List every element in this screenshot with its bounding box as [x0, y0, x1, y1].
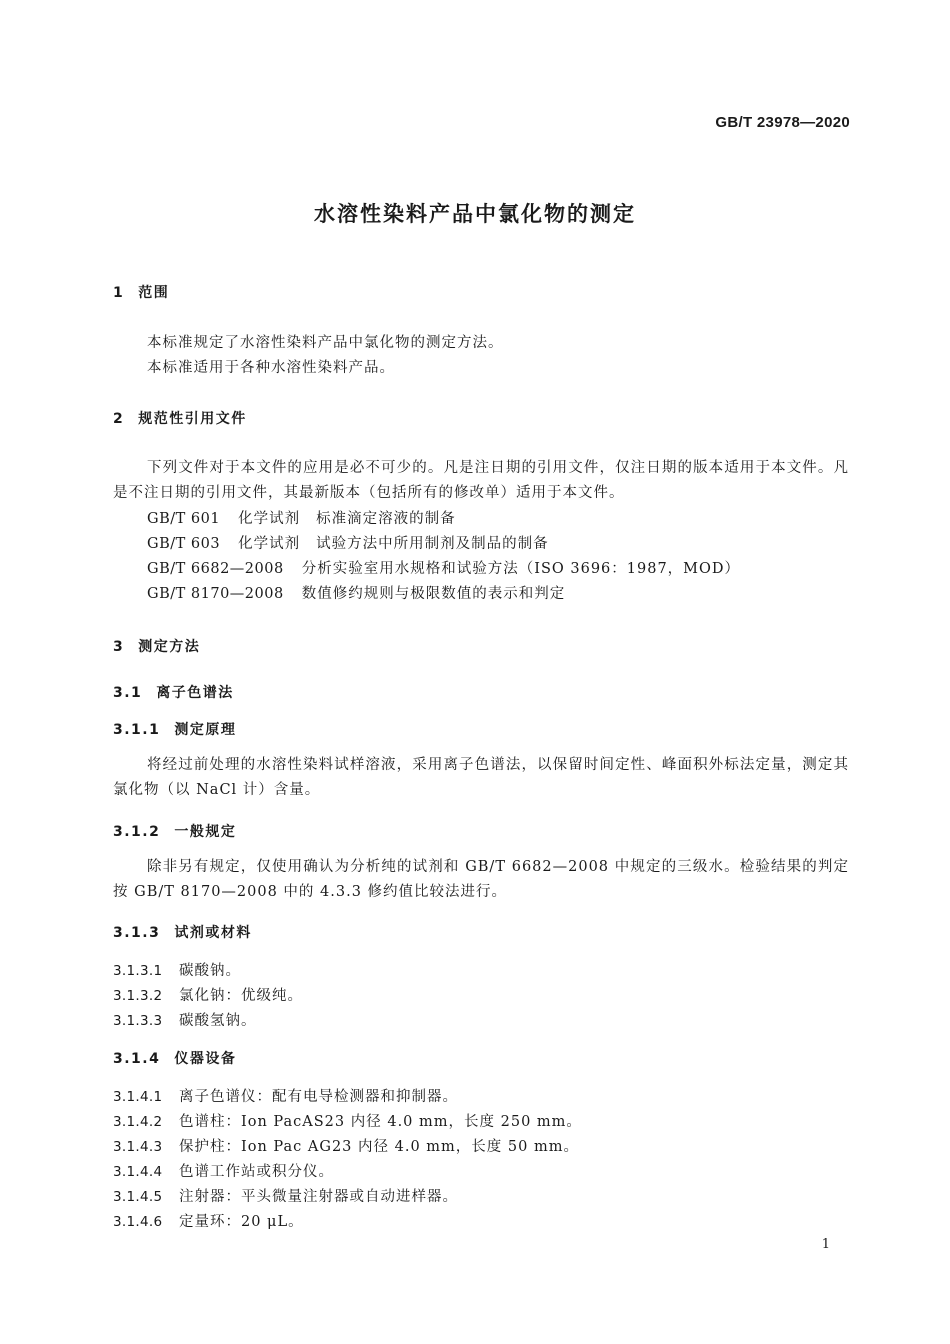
principle-text: 将经过前处理的水溶性染料试样溶液，采用离子色谱法，以保留时间定性、峰面积外标法定量，测定其氯化物（以 NaCl 计）含量。 [113, 757, 849, 798]
section-title: 范围 [138, 285, 170, 301]
section-title: 测定方法 [138, 639, 201, 655]
section-title: 规范性引用文件 [138, 411, 247, 427]
item-number: 3.1.3.1 [113, 963, 163, 979]
item-number: 3.1.4.6 [113, 1214, 163, 1230]
item-number: 3.1.3.3 [113, 1013, 163, 1029]
item-number: 3.1.4.1 [113, 1089, 163, 1105]
reference-item [147, 507, 456, 528]
reference-title: 化学试剂 [238, 511, 301, 527]
section-number: 1 [113, 285, 125, 301]
reference-item [147, 582, 565, 603]
reference-code: GB/T 8170—2008 [147, 586, 284, 602]
item-text: 定量环：20 μL。 [179, 1214, 304, 1230]
section-title: 试剂或材料 [174, 925, 252, 941]
section-number: 2 [113, 411, 125, 427]
section-number: 3.1.1 [113, 722, 161, 738]
instrument-item [113, 1210, 304, 1231]
section-title: 测定原理 [174, 722, 237, 738]
section-number: 3.1.2 [113, 824, 161, 840]
section-title: 仪器设备 [174, 1051, 237, 1067]
scope-line: 本标准适用于各种水溶性染料产品。 [147, 360, 395, 376]
reference-code: GB/T 601 [147, 511, 221, 527]
item-text: 保护柱：Ion Pac AG23 内径 4.0 mm，长度 50 mm。 [179, 1139, 579, 1155]
item-number: 3.1.4.4 [113, 1164, 163, 1180]
item-text: 注射器：平头微量注射器或自动进样器。 [179, 1189, 458, 1205]
reference-item [147, 532, 549, 553]
section-3-1-1-heading [113, 719, 236, 739]
reagent-item [113, 1009, 257, 1030]
scope-line: 本标准规定了水溶性染料产品中氯化物的测定方法。 [147, 335, 504, 351]
page-number: 1 [821, 1237, 830, 1252]
item-text: 离子色谱仪：配有电导检测器和抑制器。 [179, 1089, 458, 1105]
section-title: 一般规定 [174, 824, 237, 840]
instrument-item [113, 1135, 579, 1156]
section-3-heading [113, 636, 200, 656]
reference-item [147, 557, 740, 578]
reference-subtitle: 试验方法中所用制剂及制品的制备 [316, 536, 549, 552]
item-text: 色谱柱：Ion PacAS23 内径 4.0 mm，长度 250 mm。 [179, 1114, 582, 1130]
instrument-item [113, 1185, 458, 1206]
section-2-heading [113, 408, 247, 428]
section-number: 3.1.3 [113, 925, 161, 941]
section-title: 离子色谱法 [156, 685, 234, 701]
section-number: 3 [113, 639, 125, 655]
instrument-item [113, 1160, 334, 1181]
item-text: 色谱工作站或积分仪。 [179, 1164, 334, 1180]
reference-code: GB/T 6682—2008 [147, 561, 284, 577]
item-text: 氯化钠：优级纯。 [179, 988, 303, 1004]
reagent-item [113, 959, 241, 980]
instrument-item [113, 1085, 458, 1106]
references-intro: 下列文件对于本文件的应用是必不可少的。凡是注日期的引用文件，仅注日期的版本适用于本文件。凡是不注日期的引用文件，其最新版本（包括所有的修改单）适用于本文件。 [113, 460, 849, 501]
section-number: 3.1.4 [113, 1051, 161, 1067]
reference-code: GB/T 603 [147, 536, 221, 552]
section-3-1-3-heading [113, 922, 252, 942]
item-text: 碳酸氢钠。 [179, 1013, 257, 1029]
reference-title: 分析实验室用水规格和试验方法（ISO 3696：1987，MOD） [301, 561, 741, 577]
reference-title: 化学试剂 [238, 536, 301, 552]
section-number: 3.1 [113, 685, 143, 701]
general-provisions-text: 除非另有规定，仅使用确认为分析纯的试剂和 GB/T 6682—2008 中规定的三级水。检验结果的判定按 GB/T 8170—2008 中的 4.3.3 修约值比较法进行。 [113, 859, 849, 900]
section-3-1-4-heading [113, 1048, 236, 1068]
document-title: 水溶性染料产品中氯化物的测定 [314, 202, 636, 226]
item-text: 碳酸钠。 [179, 963, 241, 979]
item-number: 3.1.4.2 [113, 1114, 163, 1130]
section-3-1-2-heading [113, 821, 236, 841]
instrument-item [113, 1110, 582, 1131]
section-1-heading [113, 282, 169, 302]
item-number: 3.1.4.3 [113, 1139, 163, 1155]
section-3-1-heading [113, 682, 234, 702]
item-number: 3.1.4.5 [113, 1189, 163, 1205]
reagent-item [113, 984, 303, 1005]
standard-number: GB/T 23978—2020 [715, 114, 850, 131]
item-number: 3.1.3.2 [113, 988, 163, 1004]
reference-title: 数值修约规则与极限数值的表示和判定 [301, 586, 566, 602]
reference-subtitle: 标准滴定溶液的制备 [316, 511, 456, 527]
